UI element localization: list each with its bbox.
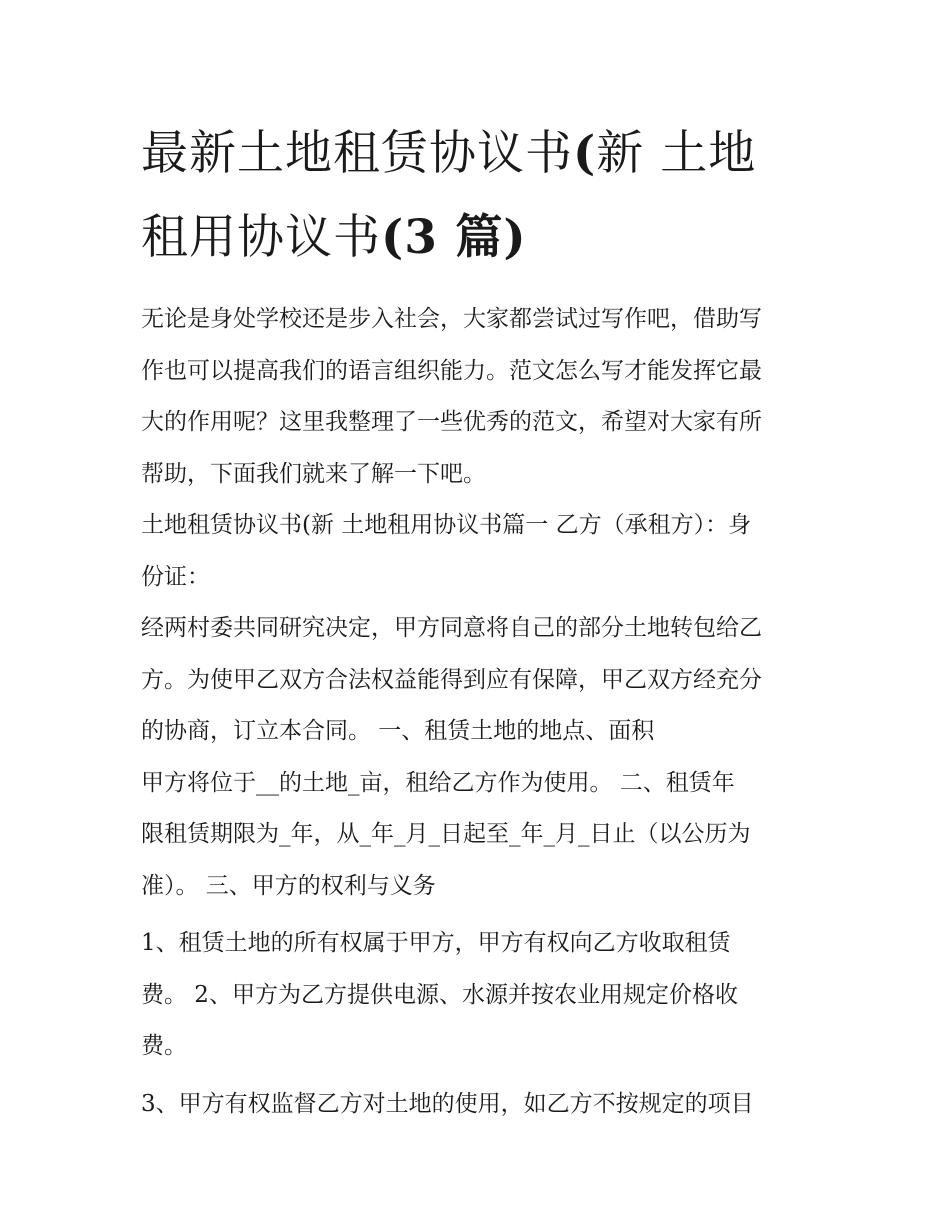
document-body — [141, 294, 821, 1130]
paragraph-party-a-rights: 1、租赁土地的所有权属于甲方，甲方有权向乙方收取租赁 费。 2、甲方为乙方提供电源、水源并按农业用规定价格收 费。 — [141, 930, 738, 1059]
paragraph-supervision: 3、甲方有权监督乙方对土地的使用，如乙方不按规定的项目 — [141, 1090, 754, 1117]
title-line: 租用协议书(3 篇) — [141, 210, 527, 265]
document-title — [141, 112, 821, 280]
paragraph-land-term: 甲方将位于__的土地_亩，租给乙方作为使用。 二、租赁年 限租赁期限为_年，从_年_月_日起至_年_月_日止（以公历为 准）。 三、甲方的权利与义务 — [141, 769, 751, 899]
paragraph-intro: 无论是身处学校还是步入社会，大家都尝试过写作吧，借助写 作也可以提高我们的语言组织能力。范文怎么写才能发挥它最 大的作用呢？这里我整理了一些优秀的范文，希望对大家有所 帮助，下面我们就来了解一下吧。 — [141, 306, 762, 487]
title-line: 最新土地租赁协议书(新 土地 — [141, 126, 757, 181]
paragraph-heading-one: 土地租赁协议书(新 土地租用协议书篇一 乙方（承租方）：身 份证： — [141, 512, 752, 590]
document-page — [141, 112, 821, 1130]
paragraph-agreement: 经两村委共同研究决定，甲方同意将自己的部分土地转包给乙 方。为使甲乙双方合法权益能得到应有保障，甲乙双方经充分 的协商，订立本合同。 一、租赁土地的地点、面积 — [141, 615, 762, 744]
